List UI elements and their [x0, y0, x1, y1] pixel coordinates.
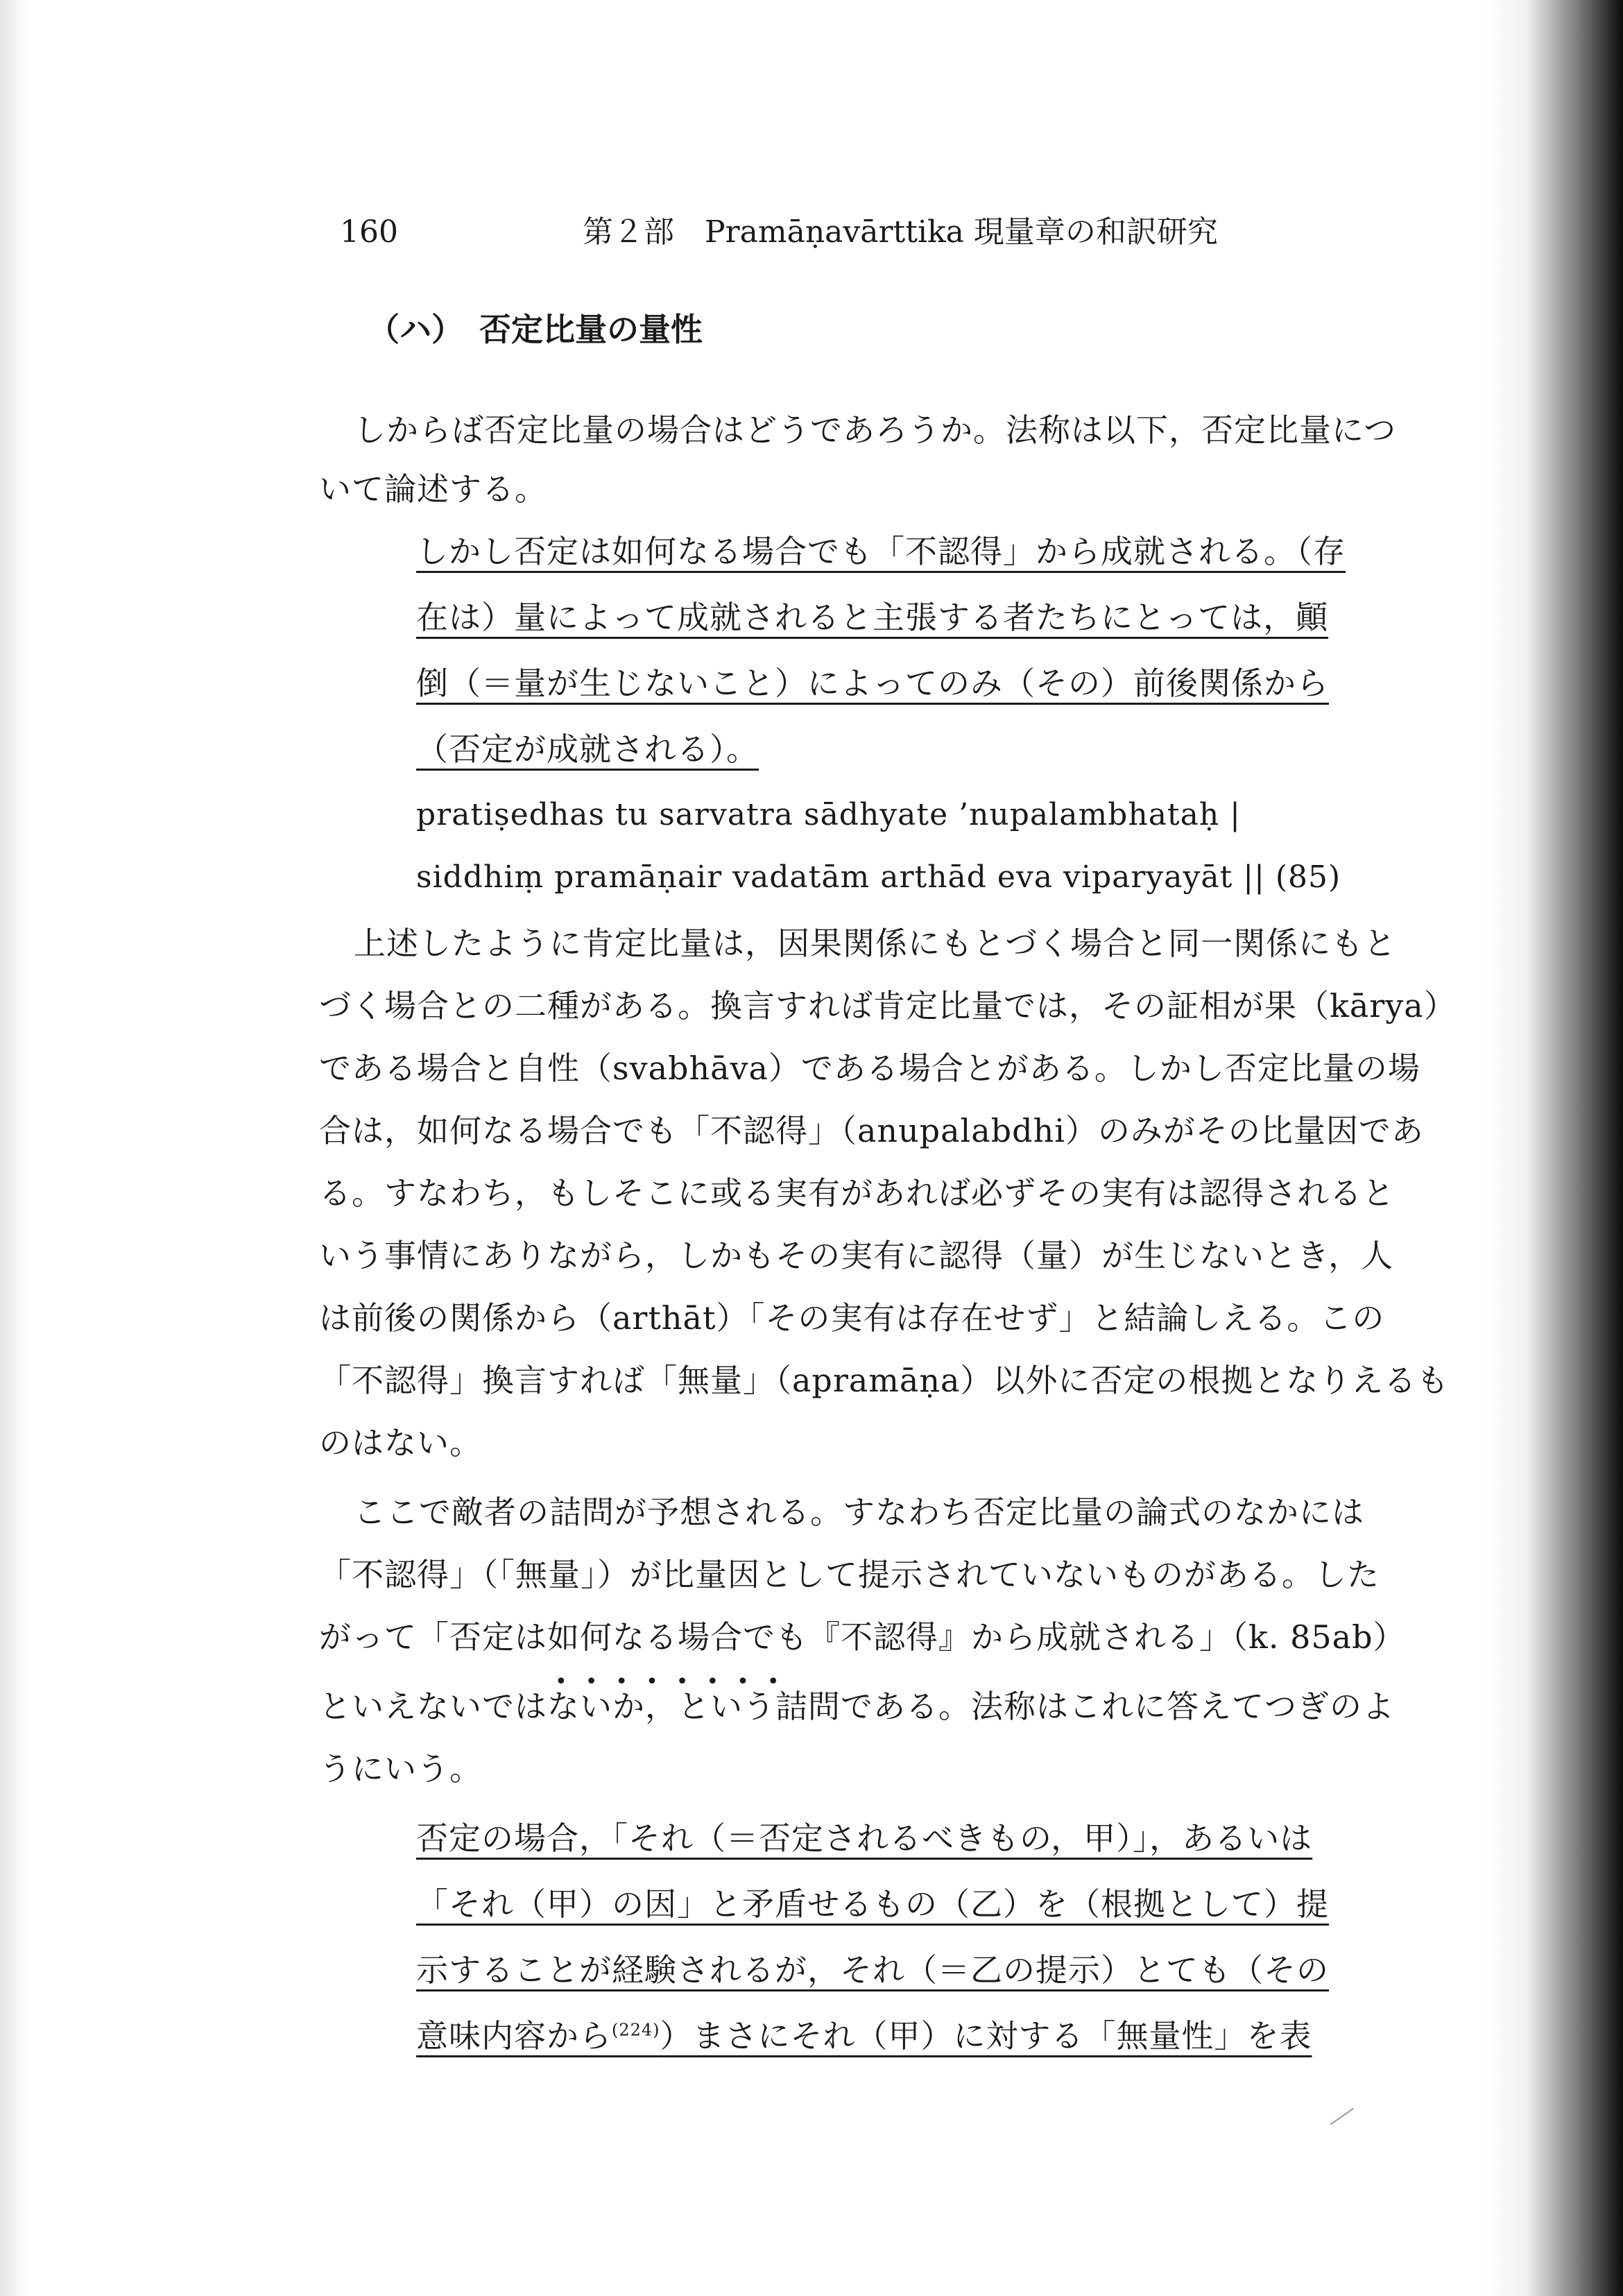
quote-line: 示することが経験されるが，それ（＝乙の提示）とても（その [416, 1951, 1329, 1989]
stray-pencil-mark [1330, 2108, 1354, 2125]
paragraph-line: る。すなわち，もしそこに或る実有があれば必ずその実有は認得されると [319, 1174, 1395, 1212]
page-number: 160 [340, 214, 398, 250]
paragraph-line: うにいう。 [319, 1750, 482, 1788]
quote-line: 在は）量によって成就されると主張する者たちにとっては，顚 [416, 599, 1329, 636]
quote-line: 「それ（甲）の因」と矛盾せるもの（乙）を（根拠として）提 [416, 1885, 1329, 1923]
paragraph-line: ここで敵者の詰問が予想される。すなわち否定比量の論式のなかには [354, 1493, 1364, 1531]
quote-line-text: 意味内容から [416, 2017, 612, 2055]
paragraph-line: である場合と自性（svabhāva）である場合とがある。しかし否定比量の場 [319, 1050, 1420, 1087]
quote-line-text: ）まさにそれ（甲）に対する「無量性」を表 [660, 2017, 1312, 2055]
paragraph-line: のはない。 [319, 1424, 482, 1462]
quote-line: （否定が成就される）。 [416, 730, 759, 768]
running-head-title: 第２部 Pramāṇavārttika 現量章の和訳研究 [583, 214, 1218, 250]
sanskrit-verse-line: siddhiṃ pramāṇair vadatām arthād eva viparyayāt || (85) [416, 859, 1341, 895]
paragraph-line: しからば否定比量の場合はどうであろうか。法称は以下，否定比量につ [354, 411, 1397, 449]
quote-line: 否定の場合，「それ（＝否定されるべきもの，甲）」，あるいは [416, 1819, 1313, 1857]
quote-line: 倒（＝量が生じないこと）によってのみ（その）前後関係から [416, 665, 1329, 702]
paragraph-line: いて論述する。 [319, 470, 547, 508]
emphasis-dots: •••••••• [555, 1670, 798, 1694]
paragraph-line: がって「否定は如何なる場合でも『不認得』から成就される」（k. 85ab） [319, 1618, 1406, 1656]
paragraph-line: といえないではないか，という詰問である。法称はこれに答えてつぎのよ [319, 1688, 1395, 1725]
paragraph-line: いう事情にありながら，しかもその実有に認得（量）が生じないとき，人 [319, 1237, 1394, 1274]
running-head [340, 208, 1242, 257]
paragraph-line: 「不認得」（「無量」）が比量因として提示されていないものがある。した [319, 1556, 1380, 1593]
section-heading: （ハ） 否定比量の量性 [368, 311, 703, 348]
paragraph-line: 上述したように肯定比量は，因果関係にもとづく場合と同一関係にもと [354, 925, 1397, 962]
paragraph-line: 「不認得」換言すれば「無量」（apramāṇa）以外に否定の根拠となりえるも [319, 1362, 1450, 1399]
quote-line: しかし否定は如何なる場合でも「不認得」から成就される。（存 [416, 533, 1346, 570]
paragraph-line: づく場合との二種がある。換言すれば肯定比量では，その証相が果（kārya） [319, 987, 1457, 1025]
paragraph-line: は前後の関係から（arthāt）「その実有は存在せず」と結論しえる。この [319, 1299, 1385, 1337]
quote-line [416, 2008, 1312, 2064]
paragraph-line: 合は，如何なる場合でも「不認得」（anupalabdhi）のみがその比量因であ [319, 1112, 1424, 1149]
footnote-marker[interactable]: (224) [612, 2020, 660, 2040]
sanskrit-verse-line: pratiṣedhas tu sarvatra sādhyate ’nupalambhataḥ | [416, 797, 1241, 832]
